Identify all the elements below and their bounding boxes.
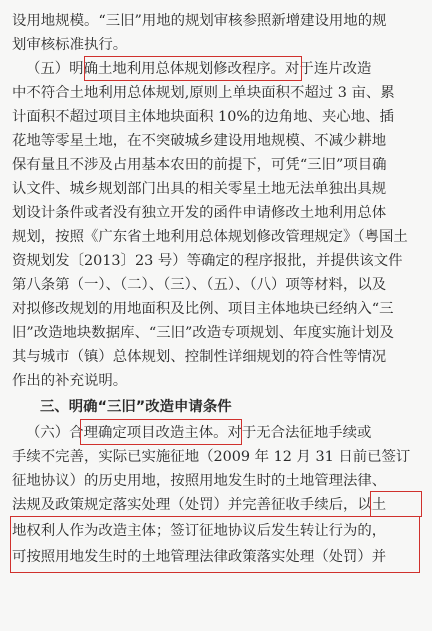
- text-line-15: [0, 348, 432, 366]
- text-line-20-text: 征地协议）的历史用地，按照用地发生时的土地管理法律、: [12, 473, 387, 489]
- text-line-16-text: 作出的补充说明。: [12, 373, 128, 389]
- text-line-3-text: （五）明确土地利用总体规划修改程序。对于连片改造: [26, 61, 372, 77]
- text-line-5: [0, 108, 432, 126]
- text-line-18-text: （六）合理确定项目改造主体。对于无合法征地手续或: [26, 425, 372, 441]
- text-line-21-text: 法规及政策规定落实处理（处罚）并完善征收手续后，以土: [12, 497, 387, 513]
- text-line-8-text: 认文件、城乡规划部门出具的相关零星土地无法单独出具规: [12, 181, 387, 197]
- section-heading: [0, 398, 432, 416]
- text-line-5-text: 计面积不超过项目主体地块面积 10%的边角地、夹心地、插: [12, 109, 394, 125]
- section-heading-text: 三、明确“三旧”改造申请条件: [40, 399, 232, 415]
- text-line-12-text: 第八条第（一）、（二）、（三）、（五）、（八）项等材料，以及: [12, 277, 387, 293]
- text-line-1-text: 设用地规模。“三旧”用地的规划审核参照新增建设用地的规: [12, 13, 387, 29]
- text-line-8: [0, 180, 432, 198]
- text-line-4: [0, 84, 432, 102]
- text-line-12: [0, 276, 432, 294]
- text-line-10-text: 规划，按照《广东省土地利用总体规划修改管理规定》（粤国土: [12, 229, 408, 245]
- text-line-23-text: 可按照用地发生时的土地管理法律政策落实处理（处罚）并: [12, 549, 387, 565]
- text-line-23: [0, 548, 432, 566]
- text-line-3: [0, 60, 432, 78]
- text-line-9-text: 划设计条件或者没有独立开发的函件申请修改土地利用总体: [12, 205, 387, 221]
- text-line-1: [0, 12, 432, 30]
- text-line-22-text: 地权利人作为改造主体；签订征地协议后发生转让行为的，: [12, 523, 387, 539]
- text-line-7: [0, 156, 432, 174]
- text-line-6-text: 花地等零星土地，在不突破城乡建设用地规模、不减少耕地: [12, 133, 387, 149]
- text-line-11-text: 资规划发〔2013〕23 号）等确定的程序报批，并提供该文件: [12, 253, 403, 269]
- text-line-19: [0, 448, 432, 466]
- text-line-14: [0, 324, 432, 342]
- text-line-10: [0, 228, 432, 246]
- text-line-2: [0, 36, 432, 54]
- text-line-11: [0, 252, 432, 270]
- text-line-2-text: 划审核标准执行。: [12, 37, 128, 53]
- text-line-18: [0, 424, 432, 442]
- text-line-20: [0, 472, 432, 490]
- text-line-13: [0, 300, 432, 318]
- text-line-15-text: 其与城市（镇）总体规划、控制性详细规划的符合性等情况: [12, 349, 387, 365]
- text-line-21: [0, 496, 432, 514]
- text-line-16: [0, 372, 432, 390]
- text-line-19-text: 手续不完善，实际已实施征地（2009 年 12 月 31 日前已签订: [12, 449, 411, 465]
- text-line-14-text: 旧”改造地块数据库、“三旧”改造专项规划、年度实施计划及: [12, 325, 394, 341]
- text-line-13-text: 对拟修改规划的用地面积及比例、项目主体地块已经纳入“三: [12, 301, 394, 317]
- text-line-9: [0, 204, 432, 222]
- text-line-6: [0, 132, 432, 150]
- text-line-4-text: 中不符合土地利用总体规划,原则上单块面积不超过 3 亩、累: [12, 85, 395, 101]
- text-line-7-text: 保有量且不涉及占用基本农田的前提下，可凭“三旧”项目确: [12, 157, 387, 173]
- text-line-22: [0, 522, 432, 540]
